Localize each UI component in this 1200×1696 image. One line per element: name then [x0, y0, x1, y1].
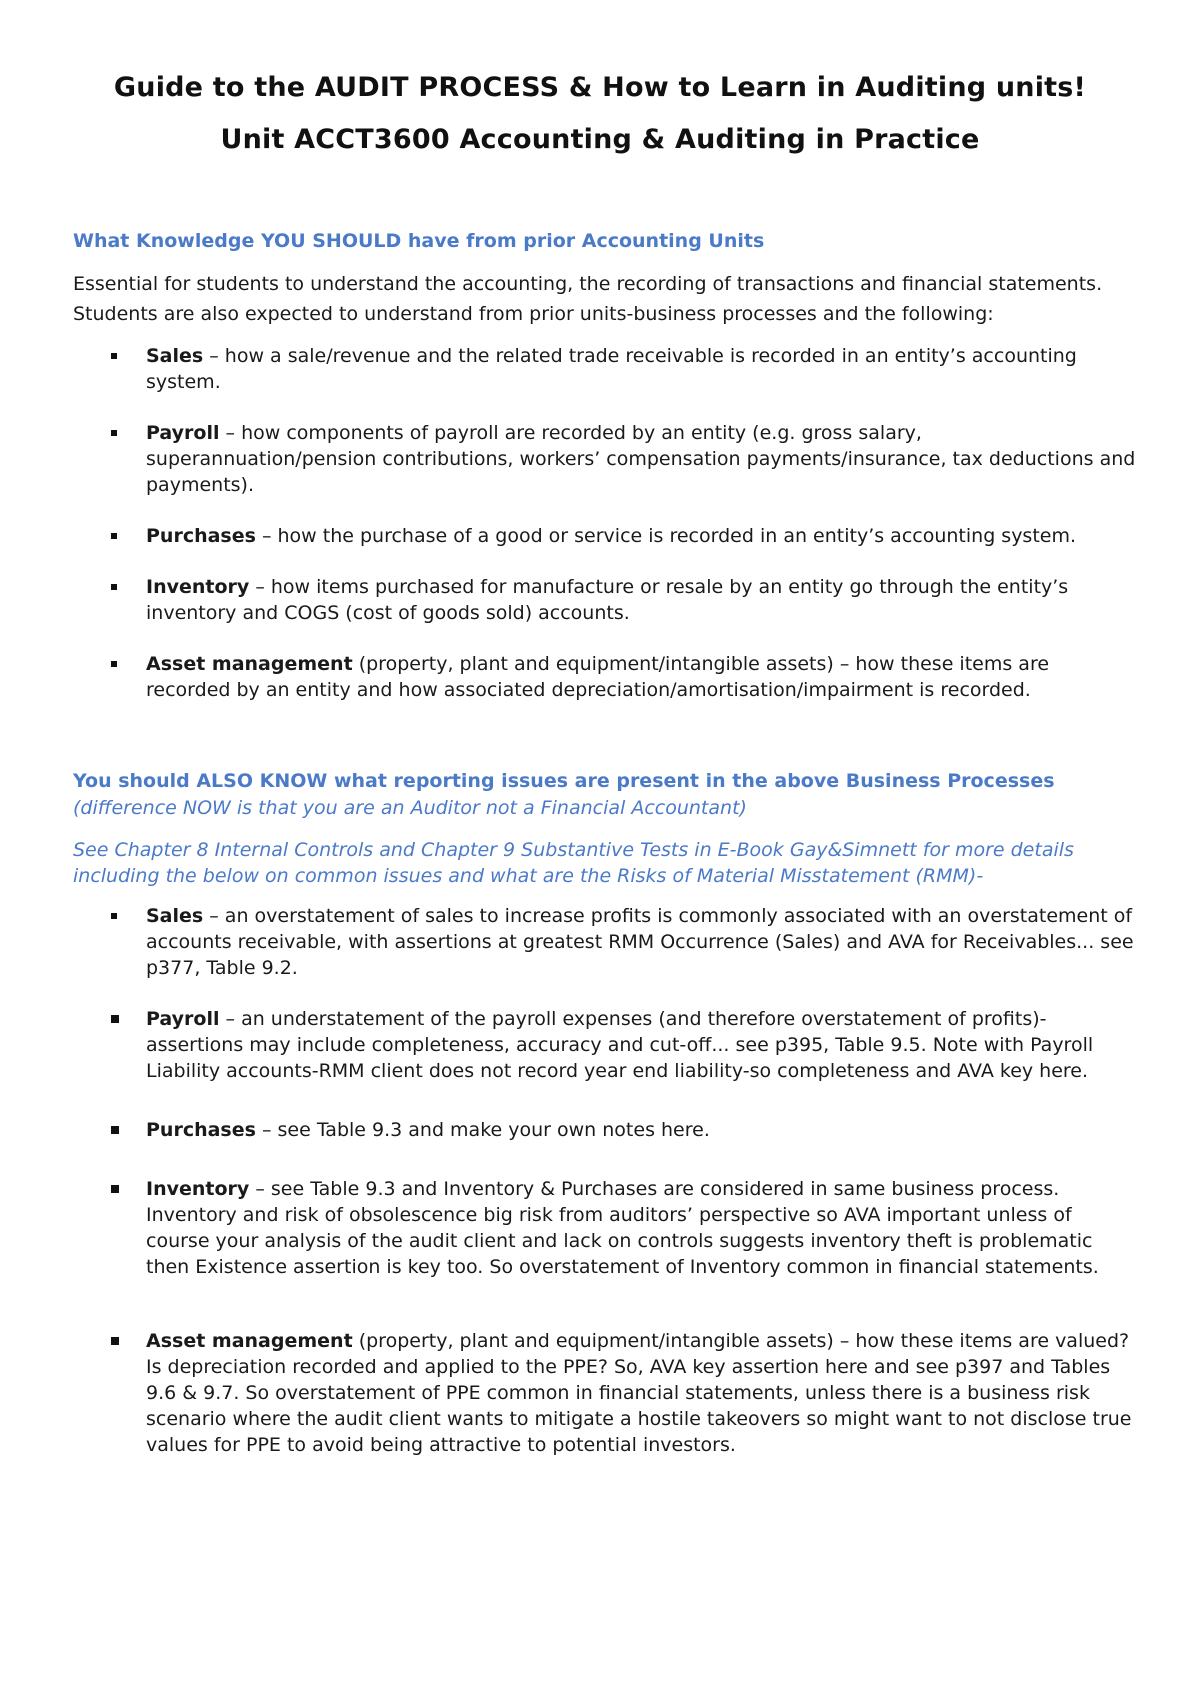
bullet-icon [111, 1337, 119, 1345]
bullet-icon [111, 913, 117, 919]
item-term: Purchases [146, 525, 256, 547]
bullet-icon [111, 1185, 119, 1193]
section-prior-knowledge [73, 228, 1138, 703]
list-item [73, 574, 1138, 626]
document-subtitle: Unit ACCT3600 Accounting & Auditing in Practice [220, 124, 980, 155]
section2-list-continued [73, 1006, 1138, 1458]
section2-subheading: (difference NOW is that you are an Auditor not a Financial Accountant) [73, 797, 747, 819]
item-text: – see Table 9.3 and Inventory & Purchases are considered in same business process. Inventory and risk of obsolescence big risk from auditors’ perspective so AVA important unless of course your analysis of the audit client and lack on controls suggests inventory theft is problematic then Existence assertion is key too. So overstatement of Inventory common in financial statements. [146, 1178, 1099, 1278]
list-item [73, 1117, 1138, 1143]
list-item [73, 1328, 1138, 1458]
list-item [73, 651, 1138, 703]
section1-intro: Essential for students to understand the accounting, the recording of transactions and financial statements. Students are also expected to understand from prior units-business processes and the following: [73, 273, 1103, 325]
list-item [73, 1006, 1138, 1084]
section1-list [73, 343, 1138, 703]
section2-list [73, 903, 1138, 981]
bullet-icon [111, 533, 117, 539]
item-text: – how the purchase of a good or service is recorded in an entity’s accounting system. [255, 525, 1077, 547]
item-text: – how items purchased for manufacture or resale by an entity go through the entity’s inventory and COGS (cost of goods sold) accounts. [146, 576, 1069, 624]
list-item [73, 343, 1138, 395]
bullet-icon [111, 430, 117, 436]
item-term: Inventory [146, 576, 250, 598]
bullet-icon [111, 353, 117, 359]
item-term: Payroll [146, 1008, 220, 1030]
item-text: – an understatement of the payroll expenses (and therefore overstatement of profits)- assertions may include completeness, accuracy and cut-off... see p395, Table 9.5. Note with Payroll Liability accounts-RMM client does not record year end liability-so completeness and AVA key here. [146, 1008, 1094, 1082]
item-text: – an overstatement of sales to increase profits is commonly associated with an overstatement of accounts receivable, with assertions at greatest RMM Occurrence (Sales) and AVA for Receivables... see p377, Table 9.2. [146, 905, 1134, 979]
bullet-icon [111, 661, 117, 667]
section2-heading: You should ALSO KNOW what reporting issues are present in the above Business Processes [73, 770, 1055, 792]
document-title: Guide to the AUDIT PROCESS & How to Learn in Auditing units! [113, 72, 1087, 103]
item-term: Inventory [146, 1178, 250, 1200]
item-text: (property, plant and equipment/intangible assets) – how these items are valued? Is depreciation recorded and applied to the PPE? So, AVA key assertion here and see p397 and Tables 9.6 & 9.7. So overstatement of PPE common in financial statements, unless there is a business risk scenario where the audit client wants to mitigate a hostile takeovers so might want to not disclose true values for PPE to avoid being attractive to potential investors. [146, 1330, 1132, 1456]
bullet-icon [111, 1015, 119, 1023]
item-text: – how a sale/revenue and the related trade receivable is recorded in an entity’s accounting system. [146, 345, 1077, 393]
item-term: Asset management [146, 1330, 353, 1352]
item-term: Asset management [146, 653, 353, 675]
list-item [73, 420, 1138, 498]
item-term: Purchases [146, 1119, 256, 1141]
item-text: (property, plant and equipment/intangible assets) – how these items are recorded by an entity and how associated depreciation/amortisation/impairment is recorded. [146, 653, 1050, 701]
bullet-icon [111, 584, 117, 590]
item-term: Sales [146, 905, 204, 927]
list-item [73, 903, 1138, 981]
item-text: – see Table 9.3 and make your own notes here. [255, 1119, 710, 1141]
item-text: – how components of payroll are recorded by an entity (e.g. gross salary, superannuation/pension contributions, workers’ compensation payments/insurance, tax deductions and payments). [146, 422, 1136, 496]
section2-reference: See Chapter 8 Internal Controls and Chapter 9 Substantive Tests in E-Book Gay&Simnett for more details including the below on common issues and what are the Risks of Material Misstatement (RMM)- [73, 839, 1074, 887]
section-reporting-issues [73, 768, 1138, 1458]
item-term: Sales [146, 345, 204, 367]
bullet-icon [111, 1126, 119, 1134]
list-item [73, 523, 1138, 549]
list-item [73, 1176, 1138, 1280]
section1-heading: What Knowledge YOU SHOULD have from prior Accounting Units [73, 230, 765, 252]
item-term: Payroll [146, 422, 220, 444]
